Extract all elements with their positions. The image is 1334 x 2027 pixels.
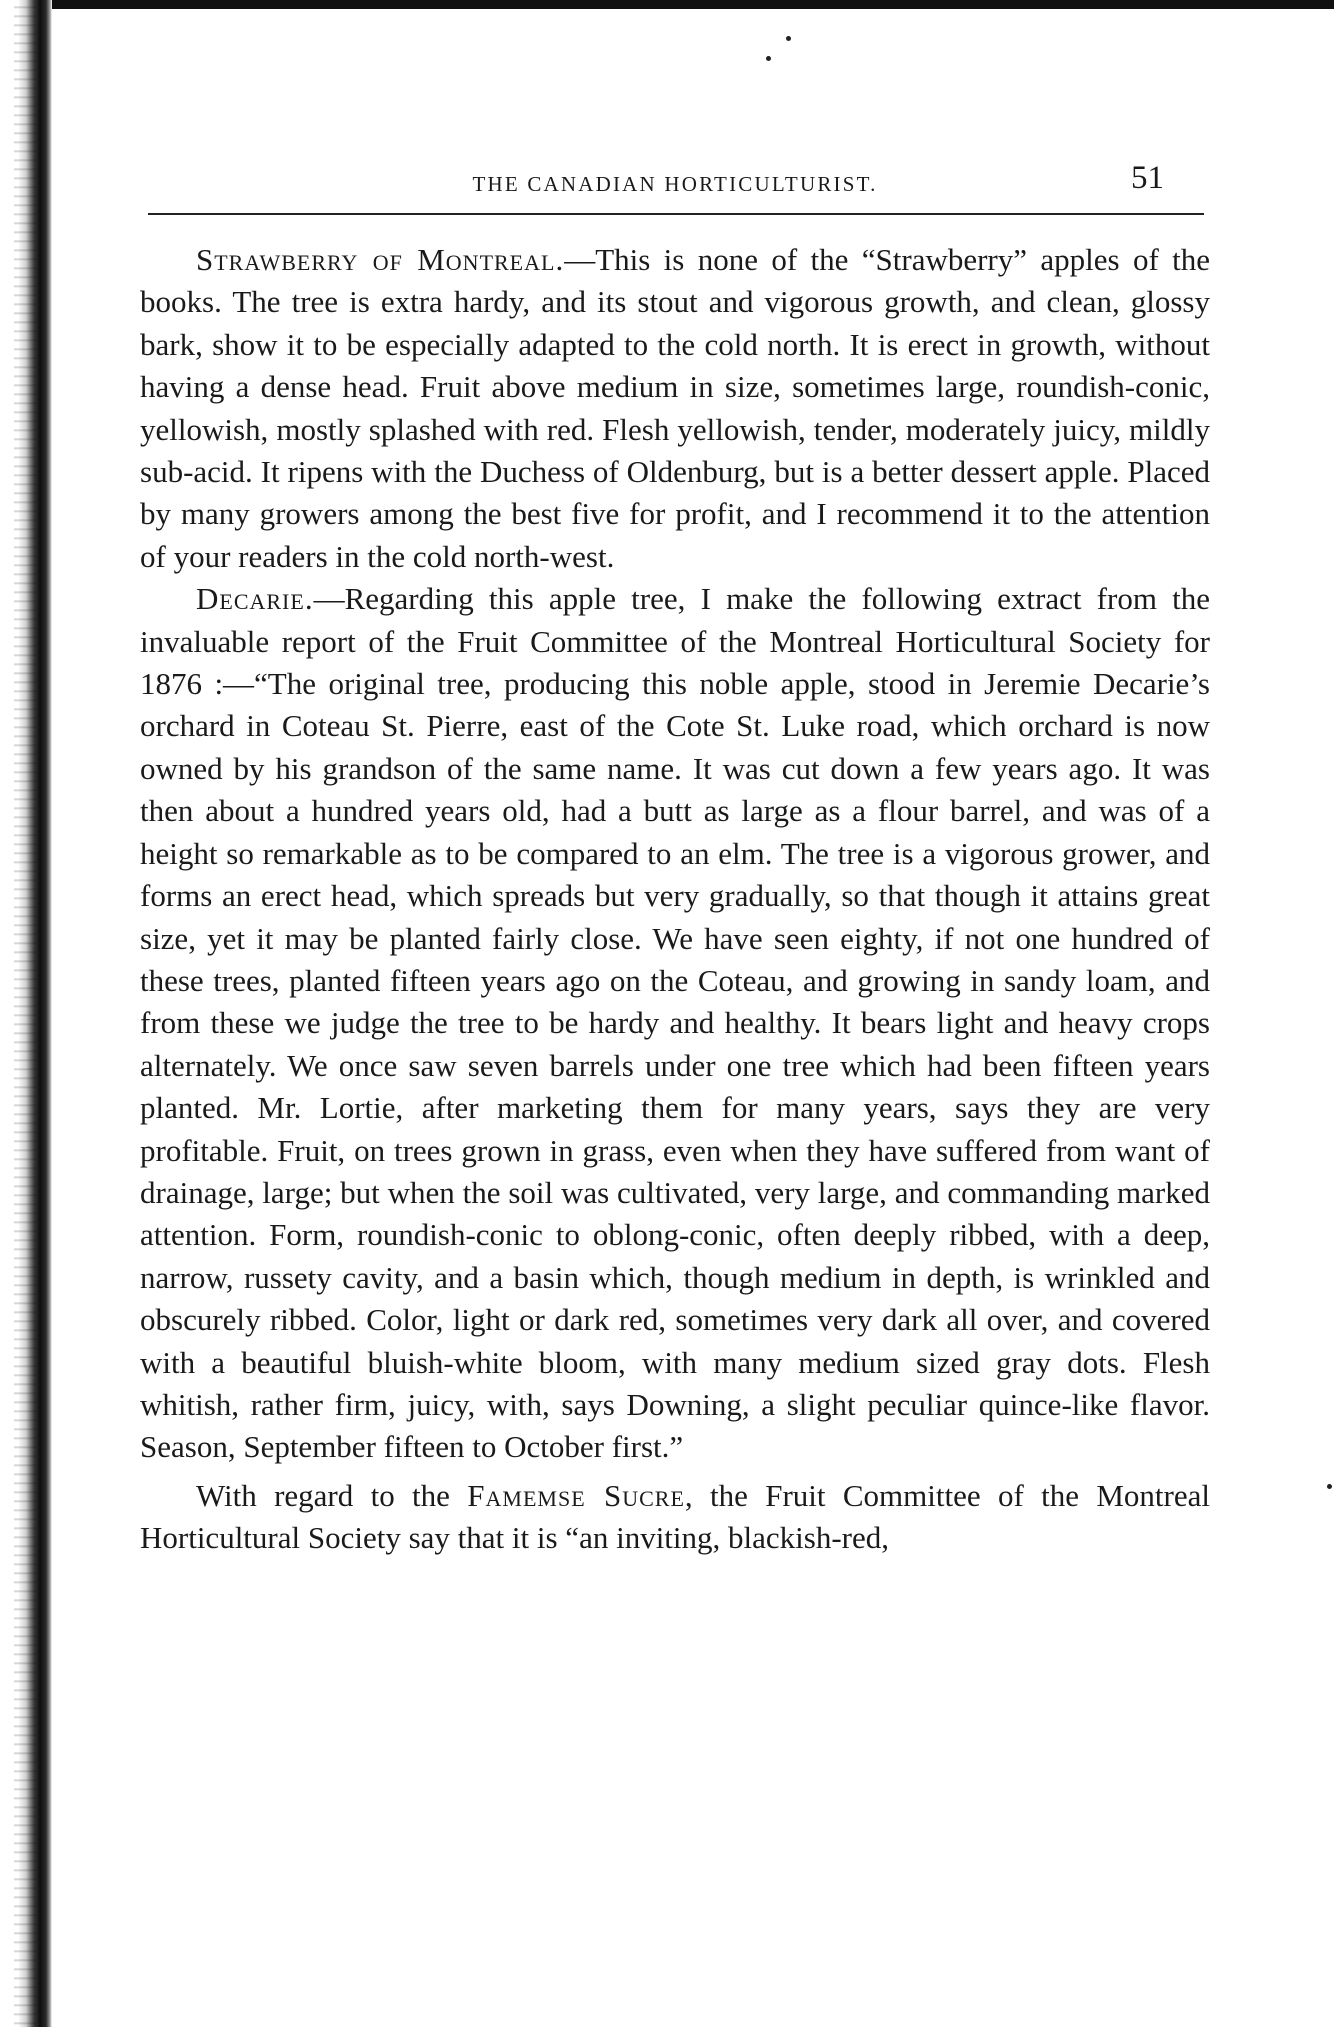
variety-heading: Strawberry of Montreal. <box>196 242 565 277</box>
variety-heading: Decarie. <box>196 581 314 617</box>
page-number: 51 <box>1131 160 1164 196</box>
paragraph-strawberry-of-montreal <box>140 239 1210 578</box>
scan-speck <box>786 36 791 41</box>
scan-binding-texture <box>14 0 36 2027</box>
journal-title: THE CANADIAN HORTICULTURIST. <box>472 172 878 196</box>
running-head <box>140 160 1210 200</box>
paragraph-text: —Regarding this apple tree, I make the following extract from the invaluable report of the Fruit Committee of the Montreal Horticultural Society for 1876 :—“The original tree, producing this noble apple, stood in Jeremie Decarie’s orchard in Coteau St. Pierre, east of the Cote St. Luke road, which orchard is now owned by his grandson of the same name. It was cut down a few years ago. It was then about a hundred years old, had a butt as large as a flour barrel, and was of a height so remarkable as to be compared to an elm. The tree is a vigorous grower, and forms an erect head, which spreads but very gradually, so that though it attains great size, yet it may be planted fairly close. We have seen eighty, if not one hundred of these trees, planted fifteen years ago on the Coteau, and growing in sandy loam, and from these we judge the tree to be hardy and healthy. It bears light and heavy crops alternately. We once saw seven barrels under one tree which had been fifteen years planted. Mr. Lortie, after marketing them for many years, says they are very profitable. Fruit, on trees grown in grass, even when they have suffered from want of drainage, large; but when the soil was cultivated, very large, and commanding marked attention. Form, roundish-conic to oblong-conic, often deeply ribbed, with a deep, narrow, russety cavity, and a basin which, though medium in depth, is wrinkled and obscurely ribbed. Color, light or dark red, sometimes very dark all over, and covered with a beautiful bluish-white bloom, with many medium sized gray dots. Flesh whitish, rather firm, juicy, with, says Downing, a slight peculiar quince-like flavor. Season, September fifteen to October first.” <box>140 581 1210 1465</box>
paragraph-text: , the Fruit Committee of the Montreal Horticultural Society say that it is “an inviting, blackish-red, <box>140 1477 1210 1556</box>
paragraph-famemse-sucre <box>140 1475 1210 1560</box>
body-text <box>140 239 1210 1560</box>
variety-heading: Famemse Sucre <box>467 1477 685 1513</box>
scan-speck <box>766 56 771 61</box>
paragraph-decarie <box>140 578 1210 1469</box>
paragraph-lead: With regard to the <box>196 1477 468 1513</box>
paragraph-text: —This is none of the “Strawberry” apples of the books. The tree is extra hardy, and its stout and vigorous growth, and clean, glossy bark, show it to be especially adapted to the cold north. It is erect in growth, without having a dense head. Fruit above medium in size, sometimes large, roundish-conic, yellowish, mostly splashed with red. Flesh yellowish, tender, moderately juicy, mildly sub-acid. It ripens with the Duchess of Oldenburg, but is a better dessert apple. Placed by many growers among the best five for profit, and I recommend it to the attention of your readers in the cold north-west. <box>140 242 1210 574</box>
scan-top-edge <box>0 0 1334 9</box>
header-rule <box>148 213 1204 215</box>
scan-speck <box>1327 1484 1332 1489</box>
